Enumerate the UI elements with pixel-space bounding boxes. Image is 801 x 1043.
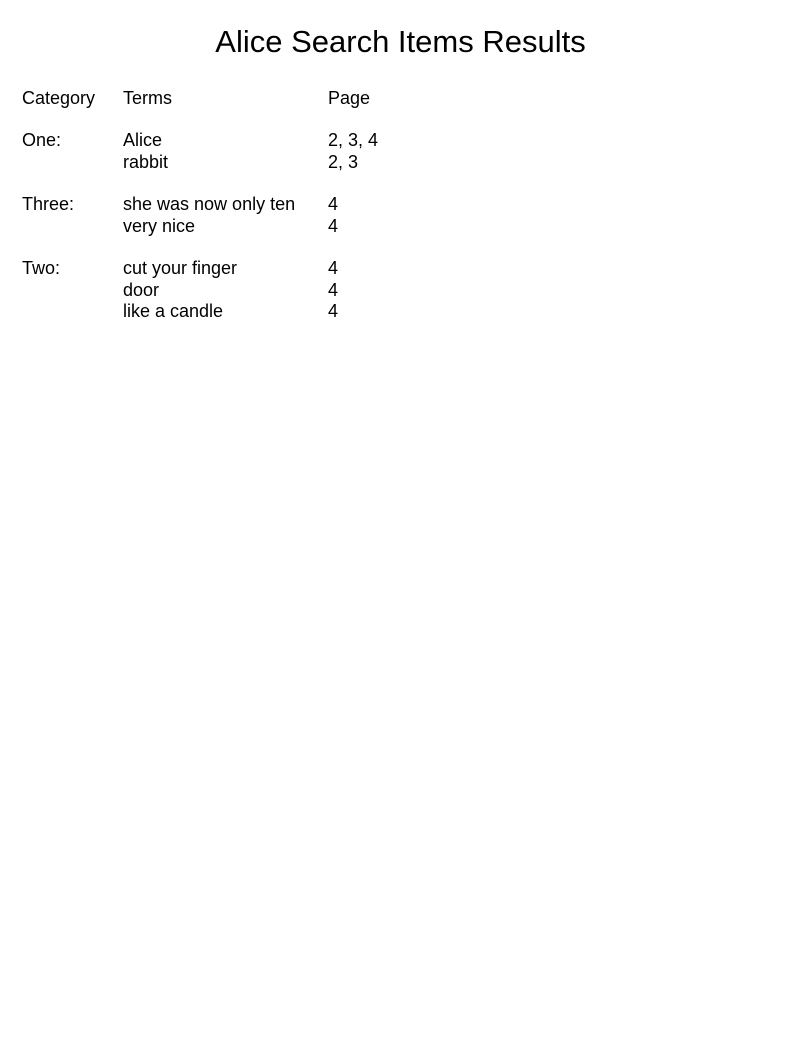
table-row — [0, 152, 801, 174]
table-header — [0, 87, 801, 109]
header-category: Category — [22, 88, 96, 108]
page-cell: 2, 3 — [328, 151, 359, 172]
term-cell: door — [123, 279, 160, 300]
table-row — [0, 258, 801, 280]
table-row — [0, 194, 801, 216]
term-cell: she was now only ten — [123, 194, 296, 214]
page-cell: 4 — [328, 215, 339, 236]
page-cell: 4 — [328, 194, 339, 214]
header-page: Page — [328, 88, 371, 108]
page-cell: 4 — [328, 279, 339, 300]
page-cell: 2, 3, 4 — [328, 130, 379, 150]
term-cell: Alice — [123, 130, 163, 150]
table-row — [0, 216, 801, 238]
term-cell: rabbit — [123, 151, 169, 172]
table-row — [0, 280, 801, 302]
category-group-one — [0, 130, 801, 173]
page-title: Alice Search Items Results — [215, 24, 586, 59]
term-cell: cut your finger — [123, 258, 238, 278]
term-cell: very nice — [123, 215, 196, 236]
table-row — [0, 130, 801, 152]
category-label: Two: — [22, 258, 61, 278]
term-cell: like a candle — [123, 301, 224, 321]
page-cell: 4 — [328, 301, 339, 321]
category-label: One: — [22, 130, 62, 150]
category-group-three — [0, 194, 801, 237]
header-terms: Terms — [123, 88, 172, 108]
category-label: Three: — [22, 194, 75, 214]
table-row — [0, 301, 801, 323]
category-group-two — [0, 258, 801, 323]
results-table-body — [0, 130, 801, 344]
page-cell: 4 — [328, 258, 339, 278]
